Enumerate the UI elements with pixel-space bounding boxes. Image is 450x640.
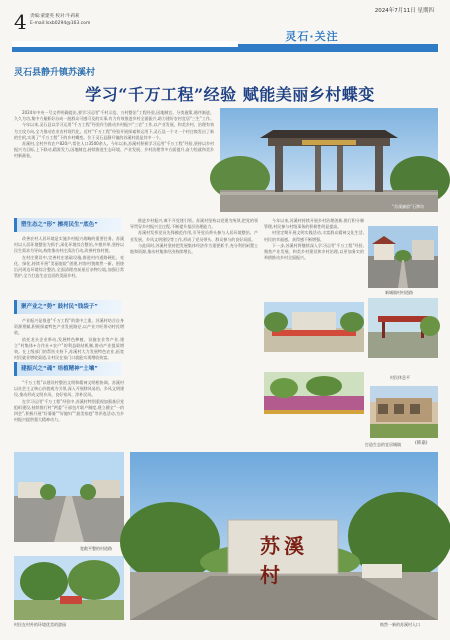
lead-text xyxy=(14,110,214,210)
column-2-text xyxy=(130,218,258,448)
caption-rest-area: 村民休息平 xyxy=(390,375,410,380)
lead-paragraph: 苏溪村,全村共有农户820户,常住人口3500余人。今年以来,苏溪村积极学习运用“千万工程”经验,坚持以乡村振兴为目标,上下联动,精准发力,因地制宜,持续推进生态环境、产业发展、乡村治理等多方面提升,奋力绘就和美乡村新画卷。 xyxy=(14,141,214,159)
section-title: 灵石·关注 xyxy=(285,30,339,43)
paragraph: 苏溪村发挥党员先锋模范作用,引导党员带头参与人居环境整治、产业发展、乡风文明建设等工作,形成了党员带头、群众参与的良好局面。 xyxy=(130,230,258,242)
subhead-industry: 聚产业之“势” 鼓村民“钱袋子” xyxy=(14,300,122,314)
photo-flowers xyxy=(264,372,364,414)
paragraph: 依托龙头企业带动,发展特色种植、设施农业等产业,建立“村集体+合作社+农户”的利益联结机制,推动产业提质增效。在上级部门的帮扶支持下,苏溪村大力发展特色农业,拓宽村民就业增收渠道,让村民在家门口就能实现增收致富。 xyxy=(14,336,124,361)
caption-park: 村民在村外的环境优美的游园 xyxy=(14,622,66,627)
issue-date: 2024年7月11日 星期四 xyxy=(374,8,434,14)
email-line: E-mail:lsxb0294@163.com xyxy=(30,21,91,26)
caption-village-road: 新城镇村村道路 xyxy=(385,290,413,295)
paragraph: “千万工程”以建设村整治文明和精神文明相协调。苏溪村以社会主义核心价值观为引领,深入开展移风易俗、乡风文明建设,推动形成文明乡风、良好家风、淳朴民风。 xyxy=(14,380,124,398)
photo-arch xyxy=(220,108,438,212)
paragraph: 与此同时,苏溪村坚持把发展集体经济作为重要抓手,充分利用闲置土地和资源,推动村集体经济持续增长。 xyxy=(130,242,258,255)
header-bar-cutout xyxy=(12,41,238,47)
village-name: 苏溪村 xyxy=(260,534,308,587)
page-number: 4 xyxy=(14,10,27,34)
section-spirit-text xyxy=(14,380,124,448)
lead-paragraph: 今年以来,灵石县以学习运用“千万工程”经验作为推动乡村振兴“三农”工作,以产业发展、和美乡村、治理有效为主攻方向,全力推动农业农村现代化。近村“千万工程”经验开展探索和运用下,灵石县一个又一个村庄焕发出了新的生机,实现了“千万工程”下的乡村蝶变。位于灵石县静升镇的苏溪村就是其中一个。 xyxy=(14,122,214,140)
photo-plaza xyxy=(264,302,364,352)
photo-rest-area xyxy=(368,298,438,358)
paragraph: 在学习运用“千万工程”经验中,苏溪村特别重视加强基层党组织建设,持续推行村“两委”干部包片联户制度,建立健全“一约四会”,积极开展“好婆婆”“好媳妇”“最美家庭”等评选活动,为乡村振兴提供强大精神动力。 xyxy=(14,398,124,423)
author-signature: (韩嘉) xyxy=(415,441,428,446)
caption-arch: “苏溪廉韵”石牌坊 xyxy=(392,204,425,209)
photo-wide-road xyxy=(14,452,124,542)
subhead-ecology: 塑生态之“形” 擦亮民生“底色” xyxy=(14,218,122,232)
arch-illustration xyxy=(220,108,438,212)
paragraph: 推进乡村振兴,离不开党建引领。苏溪村坚持以党建为统领,把党的领导贯穿乡村振兴全过程,不断提升基层治理能力。 xyxy=(130,218,258,230)
paragraph: 产业振兴是推进“千万工程”的重中之重。苏溪村结合自身资源禀赋,积极探索特色产业发展路径,以产业兴旺带动村民增收。 xyxy=(14,318,124,336)
editor-info xyxy=(30,13,90,27)
caption-ecological-town: 打造生态的宜居城镇 xyxy=(365,442,401,447)
caption-village-gate: 焕然一新的苏溪村入口 xyxy=(380,622,420,627)
paragraph: 改善农村人居环境是实施乡村振兴战略的重要任务。苏溪村以人居环境整治为抓手,深化环境综合整治,多措并举,坚持以民生需求为导向,持续推动村庄清洁行动,改善村容村貌。 xyxy=(14,236,124,254)
caption-wide-road: 宽敞平整的村道路 xyxy=(80,546,112,551)
photo-village-road xyxy=(368,226,438,288)
paragraph: 下一步,苏溪村将继续深入学习运用“千万工程”经验,聚焦产业发展、和美乡村建设和乡村治理,以更加务实的举措推动乡村全面振兴。 xyxy=(264,242,364,261)
section-industry-text xyxy=(14,318,124,360)
lead-paragraph: 2024年中央一号文件明确提出,要学习运用“千村示范、万村整治”工程经验,因地制宜、分类施策,循序渐进、久久为功,集中力量抓好办成一批群众可感可及的实事,有力有效推进乡村全面振兴,助力建好农村宜居“三生”工作。 xyxy=(14,110,214,122)
paragraph: 村里定期开展文明实践活动,丰富群众精神文化生活,村民的幸福感、获得感不断增强。 xyxy=(264,230,364,242)
kicker: 灵石县静升镇苏溪村 xyxy=(14,68,96,78)
headline: 学习“千万工程”经验 赋能美丽乡村蝶变 xyxy=(85,85,375,104)
editor-line: 责编:蒙建英 校对:牛莉莉 xyxy=(30,14,80,19)
subhead-spirit: 建振兴之“魂” 培植精神“土壤” xyxy=(14,362,122,376)
village-name-stone xyxy=(260,530,320,587)
section-ecology-text xyxy=(14,236,124,296)
paragraph: 在村庄建设中,完善村庄基础设施,推进村内道路硬化、亮化、绿化,持续开展“美丽庭院”创建,村容村貌焕然一新。围绕沿河周边环境综合整治,全面清理房前屋后杂物垃圾,加强日常管护,全力打造生态宜居的美丽乡村。 xyxy=(14,254,124,279)
paragraph: 今年以来,苏溪村持续开展乡村治理创新,推行积分制管理,村民参与村级事务的积极性明显提高。 xyxy=(264,218,364,230)
photo-ecological-town xyxy=(370,386,438,438)
photo-park xyxy=(14,556,124,620)
